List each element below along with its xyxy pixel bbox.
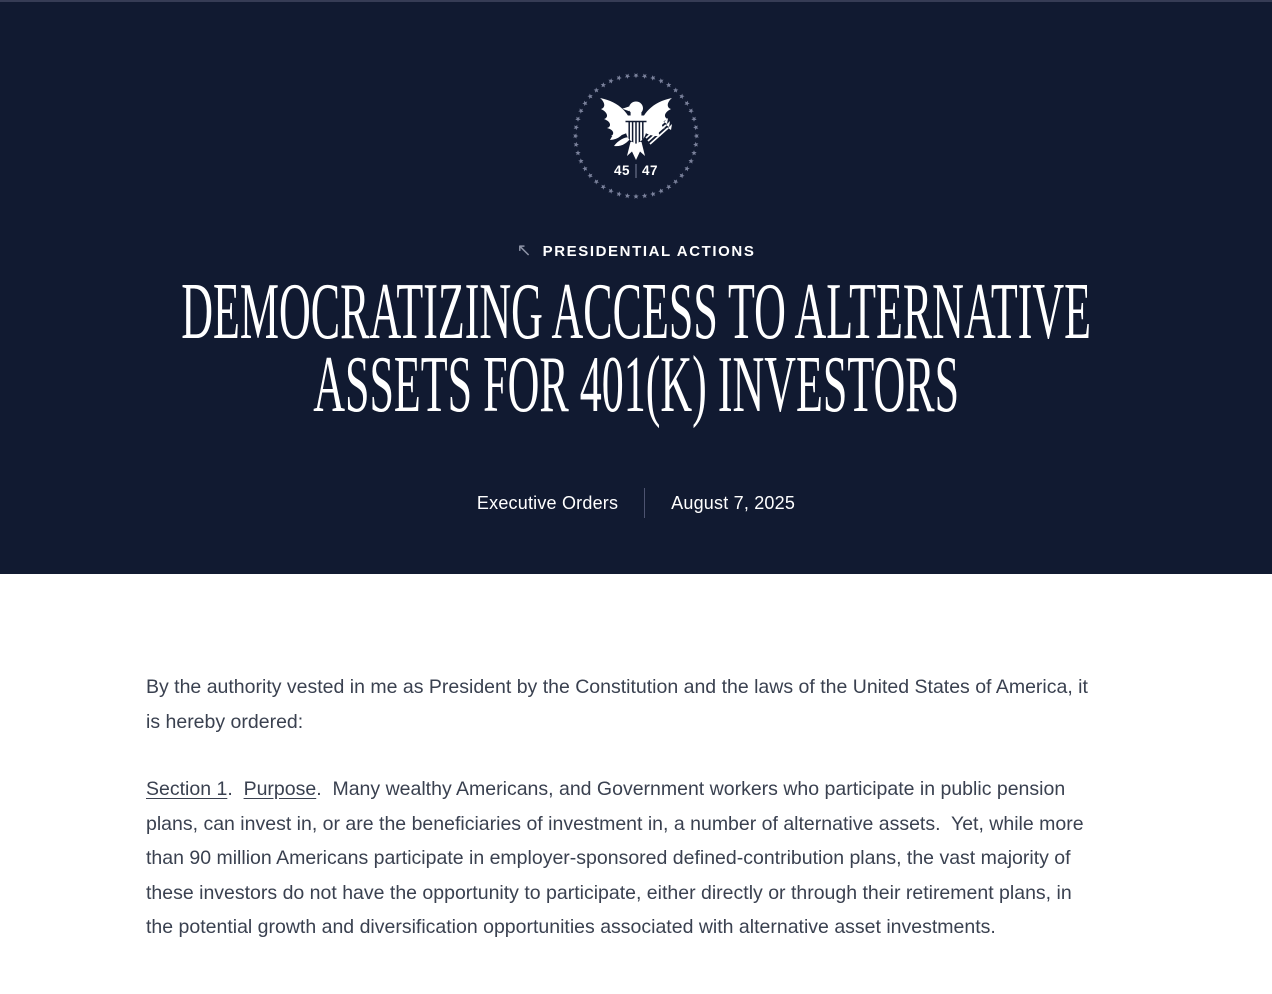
article-body [146,574,1104,945]
seal-number-47: 47 [641,163,659,178]
date-label: August 7, 2025 [671,492,796,513]
breadcrumb-label[interactable]: PRESIDENTIAL ACTIONS [542,242,756,260]
section-1-subheading: Purpose [243,778,317,800]
presidential-eagle-seal-icon [570,70,702,202]
page-title [0,268,1272,429]
arrow-up-left-icon: ↖ [516,240,532,260]
category-link[interactable]: Executive Orders [476,492,619,513]
meta-divider [644,488,645,518]
section-1-heading: Section 1 [146,778,228,800]
seal-number-45: 45 [613,163,631,178]
breadcrumb[interactable] [517,242,756,260]
presidential-seal [570,70,702,202]
shield-stripes [626,122,647,145]
paragraph-section-1 [146,772,1104,945]
section-1-text: . Many wealthy Americans, and Government workers who participate in public pension plans, can invest in, or are the beneficiaries of investment in, a number of alternative assets. Yet, while more than 90 million Americans participate in employer-sponsored defined-contribution plans, the vast majority of these investors do not have the opportunity to participate, either directly or through their retirement plans, in the potential growth and diversification opportunities associated with alternative asset investments. [146,778,1090,938]
page-title-line-2: ASSETS FOR 401(K) INVESTORS [313,341,959,429]
top-edge [0,0,1272,2]
page-title-line-1: DEMOCRATIZING ACCESS TO ALTERNATIVE [181,268,1091,356]
paragraph-authority: By the authority vested in me as President by the Constitution and the laws of the United States of America, it is hereby ordered: [146,676,1094,733]
seal-numbers [614,163,658,178]
meta-row [477,488,795,518]
section-1-sep: . [227,778,244,800]
